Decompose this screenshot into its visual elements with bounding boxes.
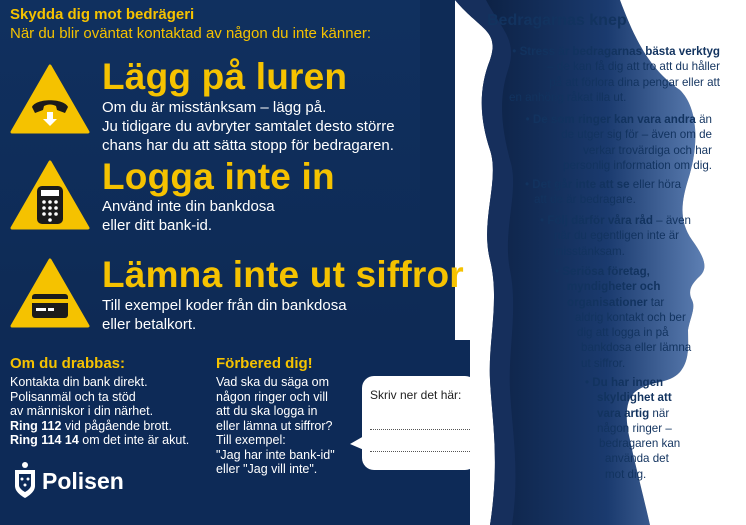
tricks-title: Bedragarnas knep <box>487 12 627 29</box>
non-emergency-number: Ring 114 14 <box>10 433 79 447</box>
emergency-text: vid pågående brott. <box>61 418 172 433</box>
tip-heading-dont-share-digits: Lämna inte ut siffror <box>102 254 464 295</box>
prepare-text <box>216 375 335 477</box>
bullet-bold: myndigheter och <box>567 280 661 294</box>
bullet-line: • Det går inte att se eller höra <box>525 178 682 191</box>
bullet-bold: Seriösa företag, <box>562 265 650 278</box>
tip-line: Använd inte din bankdosa <box>102 198 275 215</box>
tip-heading-dont-log-in: Logga inte in <box>102 156 335 197</box>
bullet-bold: Det går inte att se <box>532 178 630 191</box>
page-subtitle: När du blir oväntat kontaktad av någon du inte känner: <box>10 25 372 42</box>
tip-line: Till exempel koder från din bankdosa <box>102 297 347 314</box>
affected-line: Polisanmäl och ta stöd <box>10 389 136 404</box>
bullet-line: någon ringer – <box>597 421 672 435</box>
tip-heading-hang-up: Lägg på luren <box>102 56 348 97</box>
tip-text-dont-share-digits <box>102 296 347 334</box>
bullet-line: • Följ därför våra råd – även <box>540 214 691 227</box>
affected-line: av människor i din närhet. <box>10 404 154 418</box>
affected-line: Kontakta din bank direkt. <box>10 375 148 389</box>
bullet-bold: Du har ingen <box>592 376 664 389</box>
bullet-bold: De som ringer kan vara andra <box>532 113 696 126</box>
bullet-line <box>555 295 715 310</box>
prepare-line: eller "Jag vill inte". <box>216 462 318 476</box>
prepare-line: Till exempel: <box>216 433 286 447</box>
prepare-title: Förbered dig! <box>216 355 313 372</box>
bullet-line <box>585 406 715 421</box>
bullet-line: • Seriösa företag, <box>555 265 650 278</box>
emergency-number: Ring 112 <box>10 418 62 433</box>
bullet-line: bankdosa eller lämna <box>581 341 692 355</box>
police-logo-text: Polisen <box>42 468 124 494</box>
tricks-bullet-5 <box>555 264 715 371</box>
tip-text-hang-up <box>102 98 395 155</box>
bullet-line: • De som ringer kan vara andra än <box>525 113 712 126</box>
bullet-line: de utger sig för – även om de <box>561 128 712 142</box>
affected-line <box>10 433 189 448</box>
bullet-line: att de är bedragare. <box>534 193 636 207</box>
tip-line: Om du är misstänksam – lägg på. <box>102 99 327 116</box>
note-line <box>370 428 470 430</box>
bullet-line: • Du har ingen <box>585 376 664 389</box>
tip-line: chans har du att sätta stopp för bedragaren. <box>102 137 394 154</box>
prepare-line: att du ska logga in <box>216 404 318 418</box>
bullet-line: misstänksam. <box>554 244 625 258</box>
prepare-line: Vad ska du säga om <box>216 375 330 389</box>
bullet-line: använda det <box>605 452 669 466</box>
bullet-line: • Stress är bedragarnas bästa verktyg <box>512 45 720 58</box>
phone-hangup-icon <box>10 64 90 134</box>
bullet-text: eller höra <box>629 178 682 191</box>
bullet-line <box>585 390 715 405</box>
bank-token-icon <box>10 160 90 230</box>
affected-title: Om du drabbas: <box>10 355 126 372</box>
tricks-bullet-1 <box>484 44 720 105</box>
bullet-bold: organisationer <box>567 295 648 309</box>
bullet-line: personlig information om dig. <box>563 158 712 172</box>
bullet-text: än <box>695 113 712 126</box>
tricks-bullet-4 <box>540 213 710 259</box>
bullet-line: dig att logga in på <box>577 326 669 340</box>
bullet-line <box>555 279 715 294</box>
bullet-text: när <box>649 406 670 420</box>
prepare-line: "Jag har inte bank-id" <box>216 447 335 462</box>
affected-line <box>10 419 189 434</box>
bubble-tail <box>350 436 368 452</box>
note-line <box>370 450 470 452</box>
bullet-line: när du egentligen inte är <box>554 229 680 243</box>
tip-line: eller ditt bank-id. <box>102 217 213 234</box>
bullet-line: aldrig kontakt och ber <box>575 310 686 324</box>
affected-text <box>10 375 189 448</box>
bullet-line: på att förlora dina pengar eller att <box>549 75 720 89</box>
tip-line: Ju tidigare du avbryter samtalet desto större <box>102 118 395 135</box>
tricks-bullet-2 <box>492 112 712 173</box>
page-title: Skydda dig mot bedrägeri <box>10 6 195 23</box>
tricks-bullet-6 <box>585 375 715 482</box>
bullet-text: – även <box>652 214 691 227</box>
bullet-bold: Följ därför våra råd <box>547 214 653 227</box>
bullet-line: – de kan få dig att tro att du håller <box>547 60 720 74</box>
note-bubble <box>362 376 477 470</box>
bullet-line: bedragaren kan <box>599 437 681 451</box>
police-crest-icon <box>10 460 40 500</box>
non-emergency-text: om det inte är akut. <box>78 433 190 447</box>
credit-card-icon <box>10 258 90 328</box>
bullet-line: en anhörig råkat illa ut. <box>509 90 627 104</box>
bullet-line: verkar trovärdiga och har <box>583 143 712 157</box>
tip-text-dont-log-in <box>102 197 275 235</box>
bullet-line: ut siffror. <box>581 356 626 370</box>
bullet-line: mot dig. <box>605 467 647 481</box>
bullet-bold: vara artig <box>597 406 650 420</box>
bullet-bold: Stress är bedragarnas bästa verktyg <box>519 45 720 58</box>
tip-line: eller betalkort. <box>102 316 197 333</box>
bullet-bold: skyldighet att <box>597 391 672 405</box>
prepare-line: någon ringer och vill <box>216 389 328 404</box>
note-label: Skriv ner det här: <box>370 388 462 402</box>
prepare-line: eller lämna ut siffror? <box>216 418 333 433</box>
tricks-bullet-3 <box>525 177 705 208</box>
bullet-text: tar <box>647 295 665 309</box>
